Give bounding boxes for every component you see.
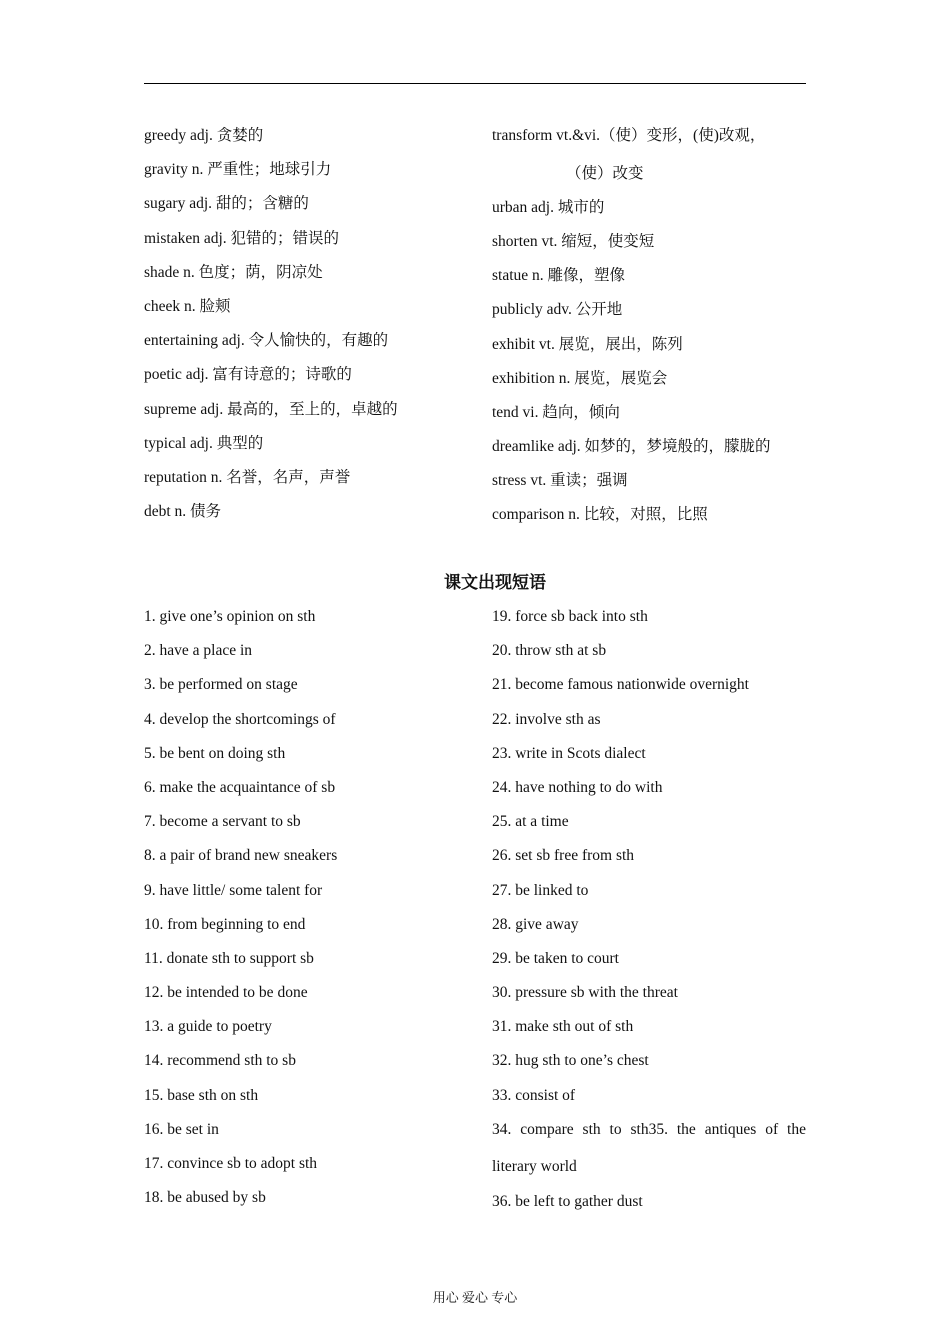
vocab-item: greedy adj. 贪婪的 xyxy=(144,127,264,144)
vocab-list-left xyxy=(144,124,474,534)
phrase-item: 23. write in Scots dialect xyxy=(492,744,646,762)
section-title: 课文出现短语 xyxy=(444,573,546,593)
vocab-item: statue n. 雕像，塑像 xyxy=(492,267,626,285)
phrase-item: 22. involve sth as xyxy=(492,710,601,728)
phrase-item: 24. have nothing to do with xyxy=(492,778,663,796)
phrase-item-continuation: literary world xyxy=(492,1158,577,1176)
phrase-list-left xyxy=(144,605,474,1220)
vocab-item: supreme adj. 最高的，至上的，卓越的 xyxy=(144,400,398,418)
phrase-item: 34. compare sth to sth35. the antiques of the xyxy=(492,1120,806,1138)
vocab-item: urban adj. 城市的 xyxy=(492,198,605,216)
phrase-item: 9. have little/ some talent for xyxy=(144,881,323,899)
phrase-item: 30. pressure sb with the threat xyxy=(492,984,678,1002)
vocab-item: reputation n. 名誉，名声，声誉 xyxy=(144,468,351,486)
vocab-item: shade n. 色度；荫，阴凉处 xyxy=(144,263,323,281)
vocab-item: poetic adj. 富有诗意的；诗歌的 xyxy=(144,366,352,384)
phrase-item: 32. hug sth to one’s chest xyxy=(492,1052,649,1070)
phrase-item: 31. make sth out of sth xyxy=(492,1018,634,1036)
phrase-item: 18. be abused by sb xyxy=(144,1189,266,1207)
vocab-item: typical adj. 典型的 xyxy=(144,434,264,452)
phrase-item: 2. have a place in xyxy=(144,642,253,660)
phrase-item: 5. be bent on doing sth xyxy=(144,744,286,762)
phrase-item: 25. at a time xyxy=(492,813,569,831)
vocab-item: debt n. 债务 xyxy=(144,503,222,521)
header-rule xyxy=(144,83,806,84)
vocab-item-continuation: （使）改变 xyxy=(566,164,644,182)
vocab-item: publicly adv. 公开地 xyxy=(492,301,623,319)
vocab-item: transform vt.&vi.（使）变形，(使)改观， xyxy=(492,127,766,144)
phrase-item: 28. give away xyxy=(492,915,579,933)
phrase-item: 4. develop the shortcomings of xyxy=(144,710,336,728)
phrase-item: 3. be performed on stage xyxy=(144,676,298,694)
phrase-item: 36. be left to gather dust xyxy=(492,1192,643,1210)
phrase-item: 20. throw sth at sb xyxy=(492,642,607,660)
phrase-item: 13. a guide to poetry xyxy=(144,1018,272,1036)
vocab-item: mistaken adj. 犯错的；错误的 xyxy=(144,229,340,247)
phrase-item: 21. become famous nationwide overnight xyxy=(492,676,749,694)
vocab-item: entertaining adj. 令人愉快的，有趣的 xyxy=(144,332,389,350)
page-footer: 用心 爱心 专心 xyxy=(432,1290,518,1305)
vocab-list-right xyxy=(492,124,806,538)
phrase-item: 12. be intended to be done xyxy=(144,984,308,1002)
vocab-item: comparison n. 比较，对照，比照 xyxy=(492,506,708,524)
vocab-item: tend vi. 趋向，倾向 xyxy=(492,403,620,421)
phrase-item: 33. consist of xyxy=(492,1086,576,1104)
phrase-item: 16. be set in xyxy=(144,1120,219,1138)
phrase-item: 1. give one’s opinion on sth xyxy=(144,608,316,625)
phrase-item: 6. make the acquaintance of sb xyxy=(144,778,336,796)
phrase-item: 15. base sth on sth xyxy=(144,1086,259,1104)
vocab-item: stress vt. 重读；强调 xyxy=(492,472,628,490)
phrase-item: 17. convince sb to adopt sth xyxy=(144,1155,318,1172)
vocab-item: exhibit vt. 展览，展出，陈列 xyxy=(492,335,683,353)
phrase-item: 27. be linked to xyxy=(492,881,589,899)
vocab-item: sugary adj. 甜的；含糖的 xyxy=(144,195,309,213)
vocab-item: shorten vt. 缩短，使变短 xyxy=(492,232,655,250)
phrase-item: 19. force sb back into sth xyxy=(492,608,648,625)
phrase-item: 26. set sb free from sth xyxy=(492,847,635,865)
phrase-item: 8. a pair of brand new sneakers xyxy=(144,847,338,865)
vocab-item: cheek n. 脸颊 xyxy=(144,297,231,315)
phrase-item: 7. become a servant to sb xyxy=(144,813,301,831)
phrase-item: 29. be taken to court xyxy=(492,949,619,967)
vocab-item: exhibition n. 展览，展览会 xyxy=(492,369,668,387)
phrase-list-right xyxy=(492,605,806,1224)
phrase-item: 11. donate sth to support sb xyxy=(144,949,314,967)
vocab-item: gravity n. 严重性；地球引力 xyxy=(144,161,332,179)
vocab-item: dreamlike adj. 如梦的，梦境般的，朦胧的 xyxy=(492,438,771,456)
phrase-item: 14. recommend sth to sb xyxy=(144,1052,296,1070)
phrase-item: 10. from beginning to end xyxy=(144,915,306,933)
